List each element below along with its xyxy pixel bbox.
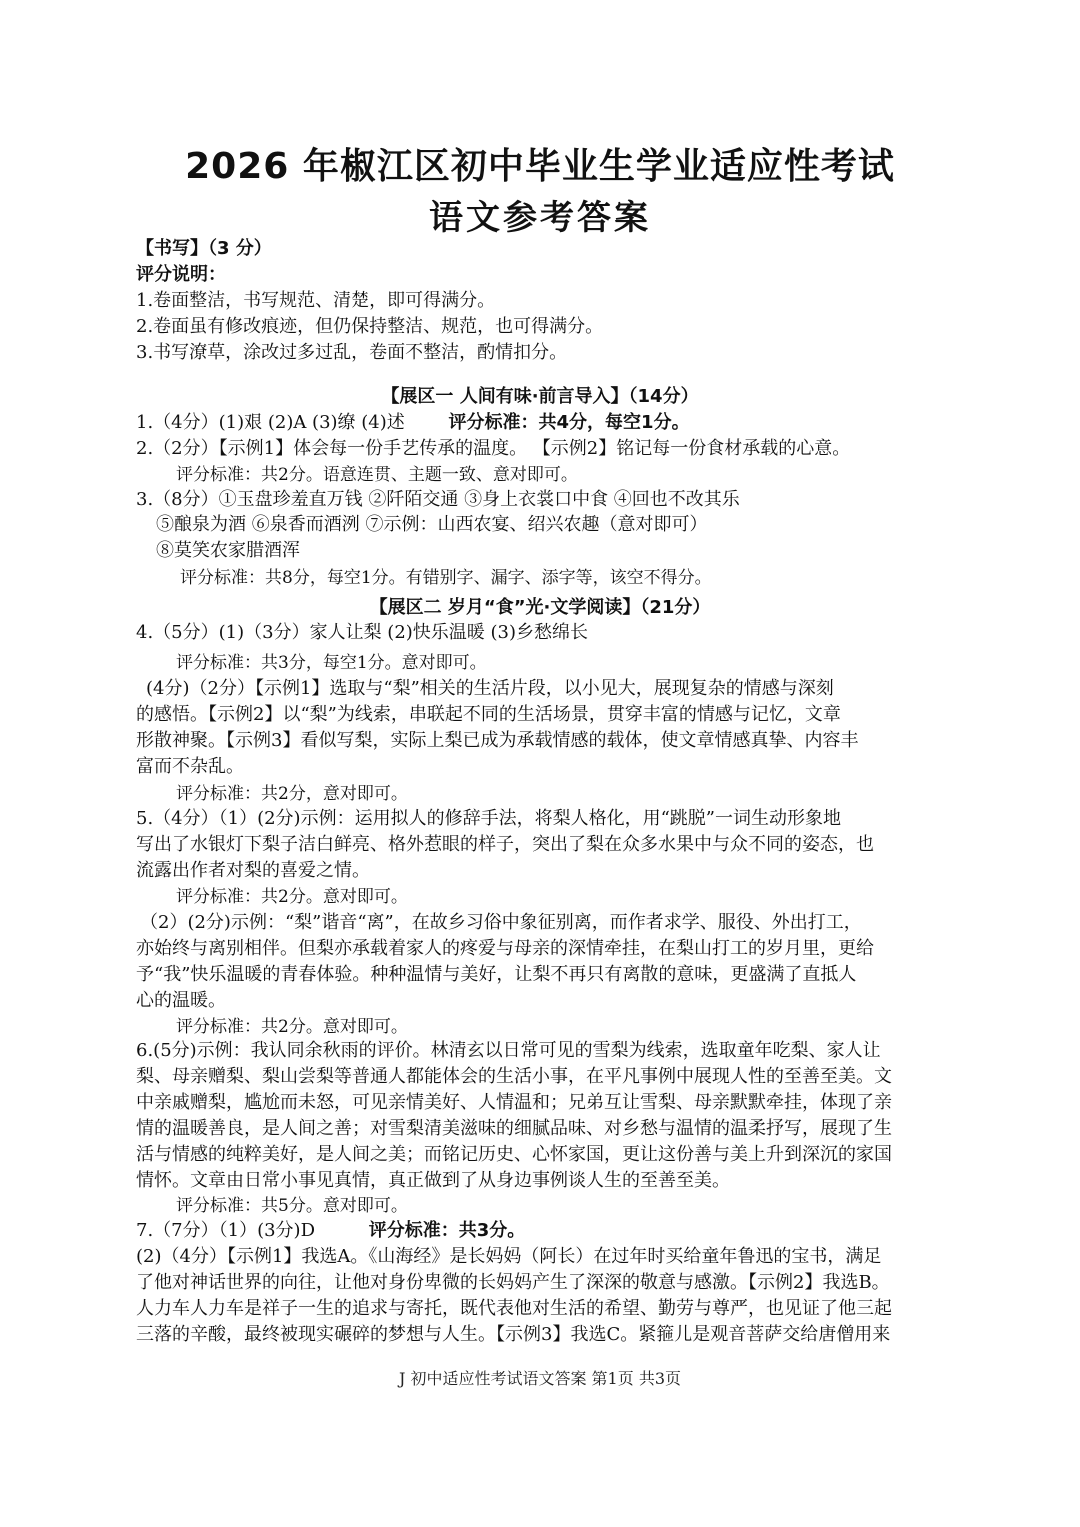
score-standard: 评分标准：共2分，意对即可。 (176, 784, 408, 804)
answer-line: (2)（4分）【示例1】我选A。《山海经》是长妈妈（阿长）在过年时买给童年鲁迅的宝书，满足 (136, 1246, 882, 1267)
answer-line: 6.(5分)示例：我认同余秋雨的评价。林清玄以日常可见的雪梨为线索，选取童年吃梨、家人让 (136, 1040, 881, 1061)
answer-line: 写出了水银灯下梨子洁白鲜亮、格外惹眼的样子，突出了梨在众多水果中与众不同的姿态，也 (136, 834, 874, 855)
writing-item: 2.卷面虽有修改痕迹，但仍保持整洁、规范，也可得满分。 (136, 316, 604, 337)
page-subtitle: 语文参考答案 (429, 198, 651, 238)
answer-line: 梨、母亲赠梨、梨山尝梨等普通人都能体会的生活小事，在平凡事例中展现人性的至善至美。文 (136, 1066, 892, 1087)
score-standard: 评分标准：共4分，每空1分。 (448, 412, 690, 433)
answer-line: 亦始终与离别相伴。但梨亦承载着家人的疼爱与母亲的深情牵挂，在梨山打工的岁月里，更给 (136, 938, 874, 959)
answer-line: 人力车人力车是祥子一生的追求与寄托，既代表他对生活的希望、勤劳与尊严，也见证了他三起 (136, 1298, 892, 1319)
answer-text: 1.（4分）(1)艰 (2)A (3)缭 (4)述 (136, 412, 405, 433)
section-heading-1: 【展区一 人间有味·前言导入】（14分） (381, 386, 699, 407)
score-standard: 评分标准：共5分。意对即可。 (176, 1196, 408, 1216)
score-standard: 评分标准：共2分。意对即可。 (176, 887, 408, 907)
answer-line: 了他对神话世界的向往，让他对身份卑微的长妈妈产生了深深的敬意与感激。【示例2】我选B。 (136, 1272, 890, 1293)
answer-line: 2.（2分）【示例1】体会每一份手艺传承的温度。 【示例2】铭记每一份食材承载的心意。 (136, 438, 851, 459)
score-standard: 评分标准：共3分。 (368, 1220, 526, 1241)
section-heading-2: 【展区二 岁月“食”光·文学阅读】（21分） (369, 597, 711, 618)
answer-line: 心的温暖。 (136, 990, 226, 1011)
answer-line: （2）(2分)示例：“梨”谐音“离”，在故乡习俗中象征别离，而作者求学、服役、外出打工， (140, 912, 862, 933)
writing-item: 1.卷面整洁，书写规范、清楚，即可得满分。 (136, 290, 496, 311)
answer-line: 5.（4分）（1）(2分)示例：运用拟人的修辞手法，将梨人格化，用“跳脱”一词生动形象地 (136, 808, 841, 829)
score-standard: 评分标准：共3分，每空1分。意对即可。 (176, 653, 487, 673)
answer-line: 情的温暖善良，是人间之善；对雪梨清美滋味的细腻品味、对乡愁与温情的温柔抒写，展现了生 (136, 1118, 892, 1139)
answer-line (136, 1218, 956, 1244)
answer-text: 7.（7分）（1）(3分)D (136, 1220, 316, 1241)
writing-explain-label: 评分说明： (136, 264, 226, 285)
answer-line: 的感悟。【示例2】以“梨”为线索，串联起不同的生活场景，贯穿丰富的情感与记忆，文章 (136, 704, 841, 725)
page-footer: J 初中适应性考试语文答案 第1页 共3页 (398, 1369, 682, 1388)
answer-line: 中亲戚赠梨，尴尬而未怒，可见亲情美好、人情温和；兄弟互让雪梨、母亲默默牵挂，体现了亲 (136, 1092, 892, 1113)
answer-line: ⑤酿泉为酒 ⑥泉香而酒洌 ⑦示例：山西农宴、绍兴农趣（意对即可） (156, 514, 708, 535)
answer-line: 富而不杂乱。 (136, 756, 244, 777)
answer-line: ⑧莫笑农家腊酒浑 (156, 540, 300, 561)
score-standard: 评分标准：共2分。意对即可。 (176, 1017, 408, 1037)
answer-line: 予“我”快乐温暖的青春体验。种种温情与美好，让梨不再只有离散的意味，更盛满了直抵人 (136, 964, 857, 985)
answer-line: 形散神聚。【示例3】看似写梨，实际上梨已成为承载情感的载体，使文章情感真挚、内容丰 (136, 730, 859, 751)
answer-line: 3.（8分）①玉盘珍羞直万钱 ②阡陌交通 ③身上衣裳口中食 ④回也不改其乐 (136, 489, 740, 510)
answer-line: 流露出作者对梨的喜爱之情。 (136, 860, 370, 881)
writing-heading: 【书写】（3 分） (136, 238, 272, 259)
answer-line: 三落的辛酸，最终被现实碾碎的梦想与人生。【示例3】我选C。紧箍儿是观音菩萨交给唐僧用来 (136, 1324, 891, 1345)
answer-line: (4分)（2分）【示例1】选取与“梨”相关的生活片段，以小见大，展现复杂的情感与深刻 (146, 678, 834, 699)
score-standard: 评分标准：共2分。语意连贯、主题一致、意对即可。 (176, 465, 578, 485)
writing-item: 3.书写潦草，涂改过多过乱，卷面不整洁，酌情扣分。 (136, 342, 568, 363)
answer-line: 情怀。文章由日常小事见真情，真正做到了从身边事例谈人生的至善至美。 (136, 1170, 730, 1191)
score-standard: 评分标准：共8分，每空1分。有错别字、漏字、添字等，该空不得分。 (180, 568, 712, 588)
answer-line: 活与情感的纯粹美好，是人间之美；而铭记历史、心怀家国，更让这份善与美上升到深沉的家国 (136, 1144, 892, 1165)
answer-line: 4.（5分）(1)（3分）家人让梨 (2)快乐温暖 (3)乡愁绵长 (136, 622, 589, 643)
page-title: 2026 年椒江区初中毕业生学业适应性考试 (185, 146, 895, 187)
answer-line (136, 410, 956, 436)
